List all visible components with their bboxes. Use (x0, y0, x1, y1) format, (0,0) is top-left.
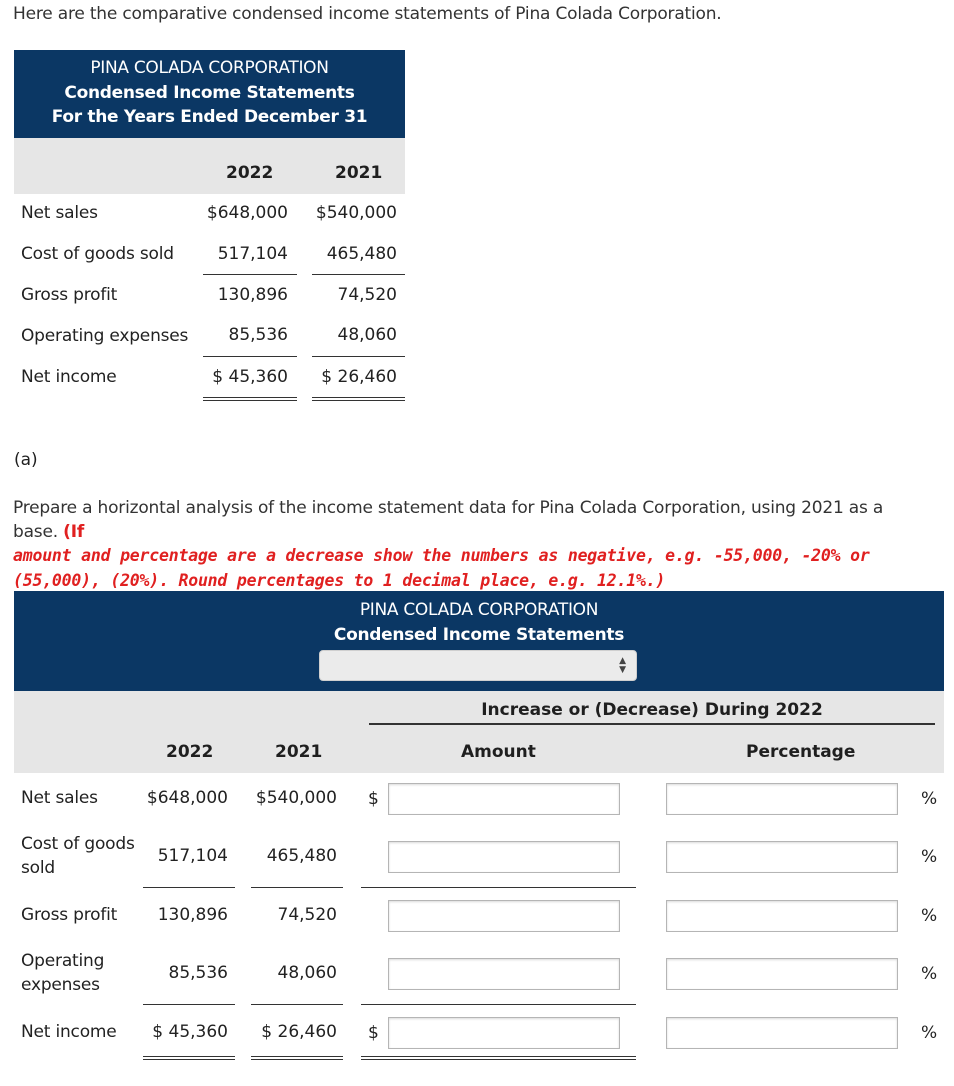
amount-input-net-sales[interactable] (388, 783, 620, 815)
analysis-value-2021: $ 26,460 (261, 1022, 337, 1042)
statement-row-label: Net sales (21, 203, 98, 223)
subtotal-rule (143, 887, 235, 888)
subtotal-rule (312, 274, 405, 275)
instructions-main: Prepare a horizontal analysis of the income statement data for Pina Colada Corporation, using 2021 as a base. (13, 498, 884, 542)
percent-sign: % (921, 906, 938, 926)
subtotal-rule (203, 274, 297, 275)
analysis-value-2021: $540,000 (255, 788, 337, 808)
percentage-input-net-income[interactable] (666, 1017, 898, 1049)
amount-input-net-income[interactable] (388, 1017, 620, 1049)
analysis-value-2021: 465,480 (266, 846, 337, 866)
subtotal-rule (312, 356, 405, 357)
increase-title-rule (369, 723, 935, 725)
statement-year-2022: 2022 (226, 163, 274, 183)
percent-sign: % (921, 1023, 938, 1043)
subtotal-rule (361, 887, 636, 888)
subtotal-rule (251, 887, 343, 888)
amount-input-operating-expenses[interactable] (388, 958, 620, 990)
intro-text: Here are the comparative condensed income statements of Pina Colada Corporation. (13, 4, 722, 24)
statement-value-2021: 48,060 (337, 325, 397, 345)
analysis-year-2022: 2022 (166, 742, 214, 762)
analysis-row-label: Net sales (21, 788, 98, 808)
analysis-value-2021: 48,060 (277, 963, 337, 983)
statement-value-2022: 517,104 (217, 244, 288, 264)
statement-value-2021: 74,520 (337, 285, 397, 305)
analysis-title: Condensed Income Statements (333, 625, 625, 645)
amount-header: Amount (461, 742, 536, 762)
statement-value-2022: 85,536 (228, 325, 288, 345)
analysis-value-2022: 517,104 (157, 846, 228, 866)
part-label: (a) (14, 450, 38, 470)
instructions-note-line1: amount and percentage are a decrease show the numbers as negative, e.g. -55,000, -20% or (13, 546, 870, 565)
select-arrows-icon: ▲ ▼ (619, 656, 626, 675)
analysis-row-label: Operating (21, 951, 105, 971)
analysis-row-label: Gross profit (21, 905, 118, 925)
percentage-input-gross-profit[interactable] (666, 900, 898, 932)
instructions (13, 497, 913, 593)
subtotal-rule (361, 1004, 636, 1005)
period-select[interactable] (319, 650, 637, 681)
analysis-company: PINA COLADA CORPORATION (359, 600, 599, 620)
total-double-rule (361, 1056, 636, 1060)
statement-title: Condensed Income Statements (64, 83, 355, 103)
analysis-row-label: Cost of goods (21, 834, 135, 854)
statement-value-2021: $ 26,460 (321, 367, 397, 387)
amount-input-cost-of-goods-sold[interactable] (388, 841, 620, 873)
total-double-rule (143, 1056, 235, 1060)
analysis-year-2021: 2021 (275, 742, 323, 762)
percent-sign: % (921, 789, 938, 809)
dollar-sign: $ (368, 789, 379, 809)
statement-value-2021: 465,480 (326, 244, 397, 264)
statement-row-label: Cost of goods sold (21, 244, 174, 264)
statement-row-label: Operating expenses (21, 326, 189, 346)
analysis-value-2022: 85,536 (168, 963, 228, 983)
statement-row-label: Gross profit (21, 285, 118, 305)
statement-value-2022: 130,896 (217, 285, 288, 305)
analysis-value-2022: 130,896 (157, 905, 228, 925)
percentage-input-net-sales[interactable] (666, 783, 898, 815)
analysis-value-2022: $648,000 (146, 788, 228, 808)
total-double-rule (312, 397, 405, 401)
statement-value-2022: $648,000 (206, 203, 288, 223)
analysis-row-label: expenses (21, 975, 100, 995)
statement-value-2021: $540,000 (315, 203, 397, 223)
percentage-input-cost-of-goods-sold[interactable] (666, 841, 898, 873)
statement-year-2021: 2021 (335, 163, 383, 183)
total-double-rule (203, 397, 297, 401)
analysis-row-label: Net income (21, 1022, 117, 1042)
instructions-note-start: (If (63, 521, 85, 542)
statement-row-label: Net income (21, 367, 117, 387)
subtotal-rule (143, 1004, 235, 1005)
percent-sign: % (921, 964, 938, 984)
statement-period: For the Years Ended December 31 (51, 107, 368, 127)
subtotal-rule (203, 356, 297, 357)
analysis-value-2021: 74,520 (277, 905, 337, 925)
analysis-value-2022: $ 45,360 (152, 1022, 228, 1042)
statement-company: PINA COLADA CORPORATION (90, 58, 329, 78)
percent-sign: % (921, 847, 938, 867)
subtotal-rule (251, 1004, 343, 1005)
increase-decrease-title: Increase or (Decrease) During 2022 (481, 700, 823, 720)
instructions-note-line2: (55,000), (20%). Round percentages to 1 decimal place, e.g. 12.1%.) (13, 570, 666, 590)
percentage-input-operating-expenses[interactable] (666, 958, 898, 990)
statement-value-2022: $ 45,360 (212, 367, 288, 387)
analysis-row-label: sold (21, 858, 55, 878)
total-double-rule (251, 1056, 343, 1060)
amount-input-gross-profit[interactable] (388, 900, 620, 932)
dollar-sign: $ (368, 1023, 379, 1043)
statement-header (14, 50, 405, 138)
percentage-header: Percentage (746, 742, 856, 762)
